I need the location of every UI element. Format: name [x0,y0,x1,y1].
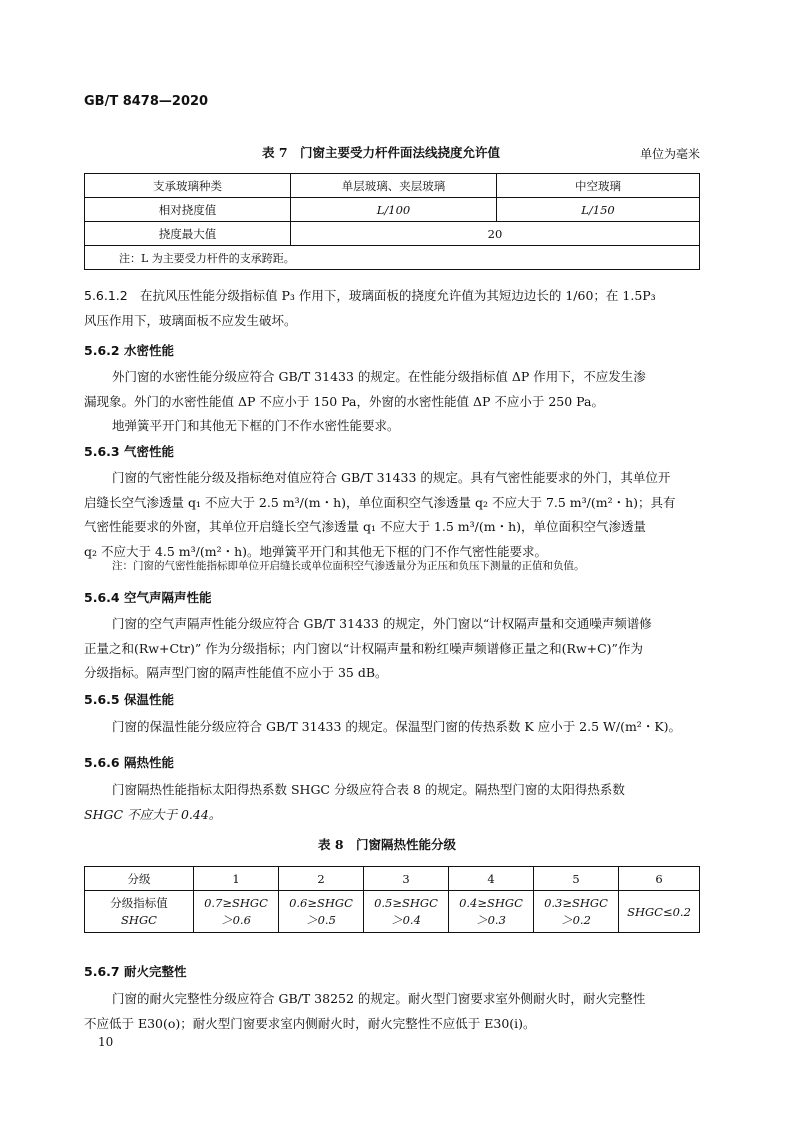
table-cell [85,891,194,933]
paragraph-line: SHGC 不应大于 0.44。 [84,806,222,822]
section-title: 耐火完整性 [124,964,187,979]
table-cell: 挠度最大值 [85,222,291,246]
page-number: 10 [98,1035,114,1049]
table-cell: 3 [364,867,449,891]
section-title: 隔热性能 [124,755,175,770]
paragraph-line: 门窗隔热性能指标太阳得热系数 SHGC 分级应符合表 8 的规定。隔热型门窗的太阳得热系数 [112,782,625,797]
section-number: 5.6.1.2 [84,288,128,303]
cell-line: 0.6≥SHGC [289,895,353,910]
paragraph-line: 风压作用下，玻璃面板不应发生破坏。 [84,312,297,328]
table-row [85,198,700,222]
section-title: 空气声隔声性能 [124,590,212,605]
section-5-6-4-heading [84,588,212,606]
paragraph-line: 分级指标。隔声型门窗的隔声性能值不应小于 35 dB。 [84,665,388,680]
section-title: 水密性能 [124,343,175,358]
table-row [85,222,700,246]
cell-line: 0.5≥SHGC [374,895,438,910]
section-number: 5.6.5 [84,692,120,707]
table-row [85,867,700,891]
section-title: 保温性能 [124,692,175,707]
table7-note: 注：L 为主要受力杆件的支承跨距。 [85,246,700,270]
table-cell: 2 [279,867,364,891]
table7 [84,173,700,270]
cell-line: ＞0.4 [391,912,421,927]
section-5-6-4-body [84,612,700,686]
paragraph-line: 门窗的气密性能分级及指标绝对值应符合 GB/T 31433 的规定。具有气密性能要求的外门，其单位开 [112,470,671,485]
paragraph-line: 地弹簧平开门和其他无下框的门不作水密性能要求。 [112,418,400,433]
table-cell: 相对挠度值 [85,198,291,222]
section-number: 5.6.6 [84,755,120,770]
table-cell: 6 [619,867,700,891]
section-number: 5.6.7 [84,964,120,979]
section-5-6-7-body [84,987,700,1036]
cell-line: 0.4≥SHGC [459,895,523,910]
table-cell: L/150 [497,198,700,222]
standard-code-header: GB/T 8478—2020 [84,94,209,109]
paragraph-line: 在抗风压性能分级指标值 P₃ 作用下，玻璃面板的挠度允许值为其短边边长的 1/60；在 1.5P₃ [140,288,656,303]
table-row [85,246,700,270]
section-5-6-5-heading [84,690,174,708]
section-5-6-3-note: 注：门窗的气密性能指标即单位开启缝长或单位面积空气渗透量分为正压和负压下测量的正值和负值。 [112,560,585,572]
table-cell [194,891,279,933]
row-label: 分级指标值 [110,895,168,910]
paragraph-line: 门窗的耐火完整性分级应符合 GB/T 38252 的规定。耐火型门窗要求室外侧耐火时，耐火完整性 [112,991,646,1006]
table8 [84,866,700,933]
paragraph-line: 不应低于 E30(o)；耐火型门窗要求室内侧耐火时，耐火完整性不应低于 E30(i)。 [84,1015,536,1031]
table-row [85,891,700,933]
section-number: 5.6.2 [84,343,120,358]
section-5-6-3-heading [84,442,174,460]
table-cell: 1 [194,867,279,891]
table-cell: 5 [534,867,619,891]
table-cell [449,891,534,933]
table8-caption: 表 8 门窗隔热性能分级 [318,837,457,852]
paragraph-line: 漏现象。外门的水密性能值 ΔP 不应小于 150 Pa，外窗的水密性能值 ΔP 不应小于 250 Pa。 [84,393,604,409]
paragraph-line: q₂ 不应大于 4.5 m³/(m²・h)。地弹簧平开门和其他无下框的门不作气密性能要求。 [84,543,548,559]
paragraph-line: 启缝长空气渗透量 q₁ 不应大于 2.5 m³/(m・h)，单位面积空气渗透量 q₂ 不应大于 7.5 m³/(m²・h)；具有 [84,494,676,510]
paragraph-line: 气密性能要求的外窗，其单位开启缝长空气渗透量 q₁ 不应大于 1.5 m³/(m・h)，单位面积空气渗透量 [84,519,647,534]
table-cell: L/100 [291,198,497,222]
cell-line: ＞0.5 [306,912,336,927]
table-cell [279,891,364,933]
table-cell: SHGC≤0.2 [619,891,700,933]
paragraph-line: 门窗的保温性能分级应符合 GB/T 31433 的规定。保温型门窗的传热系数 K 应小于 2.5 W/(m²・K)。 [112,719,682,734]
table-cell: 支承玻璃种类 [85,174,291,198]
table-row [85,174,700,198]
table7-unit: 单位为毫米 [640,147,701,161]
section-5-6-7-heading [84,962,187,980]
section-5-6-2-body [84,365,700,439]
table-cell: 分级 [85,867,194,891]
table-cell [534,891,619,933]
table-cell [364,891,449,933]
table-cell: 20 [291,222,700,246]
paragraph-line: 外门窗的水密性能分级应符合 GB/T 31433 的规定。在性能分级指标值 ΔP 作用下，不应发生渗 [112,369,646,384]
row-label: SHGC [121,912,157,927]
table7-caption: 表 7 门窗主要受力杆件面法线挠度允许值 [262,145,501,160]
section-5-6-3-body [84,466,700,564]
section-5-6-1-2 [84,284,700,333]
paragraph-line: 门窗的空气声隔声性能分级应符合 GB/T 31433 的规定，外门窗以“计权隔声量和交通噪声频谱修 [112,616,652,631]
section-5-6-6-body [84,778,700,827]
paragraph-line: 正量之和(Rw+Ctr)” 作为分级指标；内门窗以“计权隔声量和粉红噪声频谱修正量之和(Rw+C)”作为 [84,640,643,656]
table-cell: 单层玻璃、夹层玻璃 [291,174,497,198]
section-number: 5.6.3 [84,444,120,459]
table-cell: 中空玻璃 [497,174,700,198]
section-5-6-5-body [84,715,700,740]
cell-line: ＞0.6 [221,912,251,927]
section-5-6-6-heading [84,753,174,771]
cell-line: ＞0.2 [561,912,591,927]
section-number: 5.6.4 [84,590,120,605]
cell-line: ＞0.3 [476,912,506,927]
section-5-6-2-heading [84,341,174,359]
cell-line: 0.3≥SHGC [544,895,608,910]
cell-line: 0.7≥SHGC [204,895,268,910]
section-title: 气密性能 [124,444,175,459]
table-cell: 4 [449,867,534,891]
